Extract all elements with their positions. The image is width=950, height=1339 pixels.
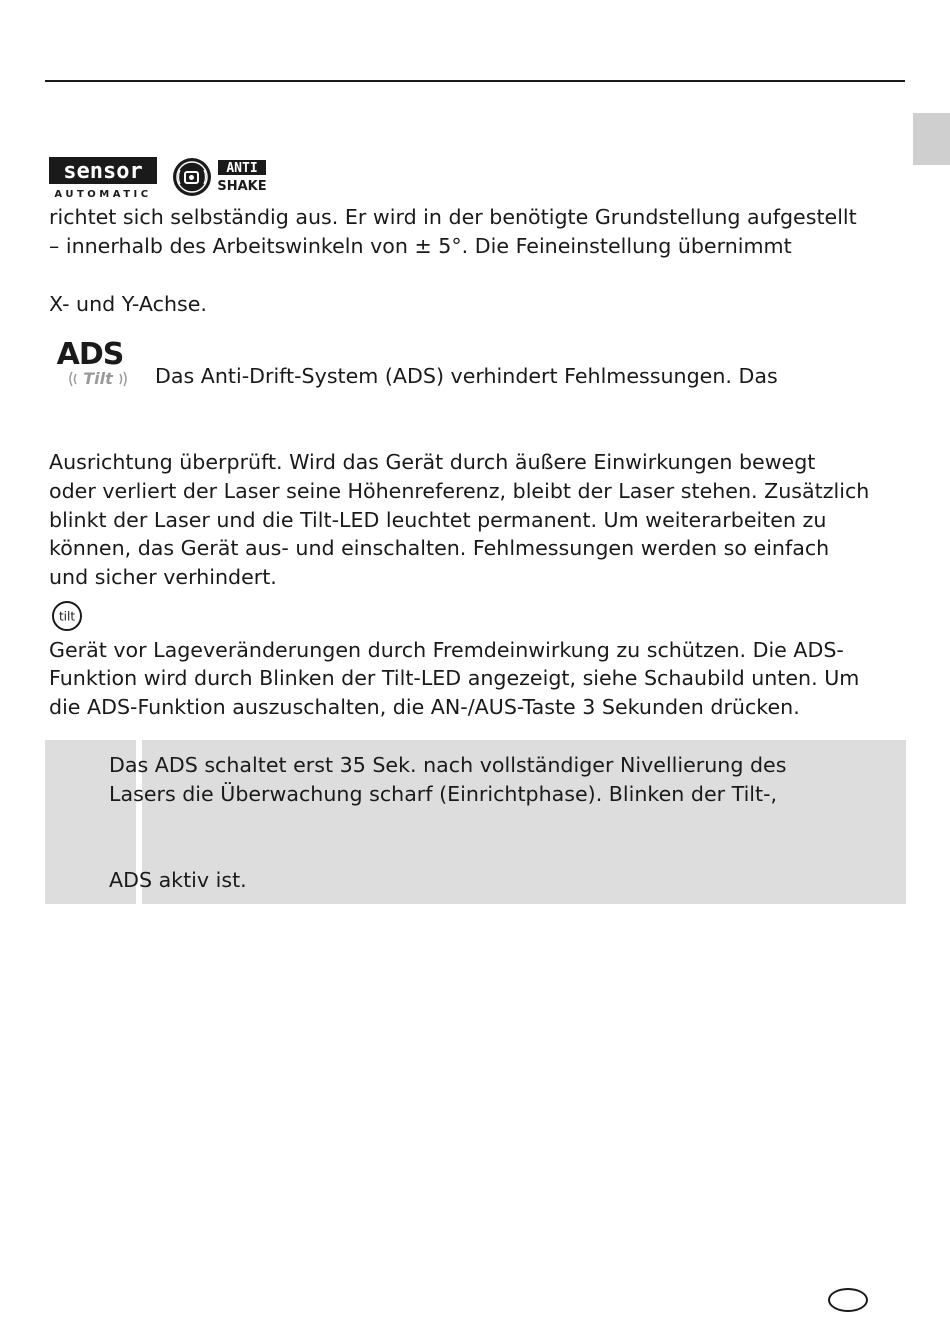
svg-text:ANTI: ANTI	[226, 161, 258, 176]
svg-text:AUTOMATIC: AUTOMATIC	[54, 189, 152, 199]
tilt-icon	[51, 600, 83, 632]
svg-text:Tilt: Tilt	[83, 369, 113, 388]
body-line: oder verliert der Laser seine Höhenreferenz, bleibt der Laser stehen. Zusätzlich	[49, 479, 870, 503]
note-line: Lasers die Überwachung scharf (Einrichtphase). Blinken der Tilt-,	[109, 782, 778, 806]
language-oval	[828, 1288, 868, 1312]
body-line: Ausrichtung überprüft. Wird das Gerät durch äußere Einwirkungen bewegt	[49, 450, 816, 474]
body-line: Gerät vor Lageveränderungen durch Fremdeinwirkung zu schützen. Die ADS-	[49, 638, 844, 662]
note-box	[45, 740, 906, 904]
body-line: richtet sich selbständig aus. Er wird in der benötigte Grundstellung aufgestellt	[49, 205, 857, 229]
body-line: die ADS-Funktion auszuschalten, die AN-/AUS-Taste 3 Sekunden drücken.	[49, 695, 800, 719]
body-line: und sicher verhindert.	[49, 565, 277, 589]
body-line: – innerhalb des Arbeitswinkeln von ± 5°. Die Feineinstellung übernimmt	[49, 234, 792, 258]
ads-intro: Das Anti-Drift-System (ADS) verhindert Fehlmessungen. Das	[155, 364, 778, 388]
body-line: blinkt der Laser und die Tilt-LED leuchtet permanent. Um weiterarbeiten zu	[49, 508, 827, 532]
note-line: ADS aktiv ist.	[109, 868, 247, 892]
section-edge-tab	[913, 113, 950, 165]
sensor-automatic-logo	[49, 157, 159, 199]
header-rule	[45, 80, 905, 82]
body-line: können, das Gerät aus- und einschalten. Fehlmessungen werden so einfach	[49, 536, 830, 560]
svg-text:ADS: ADS	[56, 337, 124, 372]
body-line: Funktion wird durch Blinken der Tilt-LED angezeigt, siehe Schaubild unten. Um	[49, 666, 860, 690]
ads-tilt-logo	[50, 336, 132, 388]
svg-text:sensor: sensor	[63, 159, 143, 184]
note-line: Das ADS schaltet erst 35 Sek. nach vollständiger Nivellierung des	[109, 753, 787, 777]
svg-text:SHAKE: SHAKE	[217, 179, 267, 194]
body-line: X- und Y-Achse.	[49, 292, 207, 316]
anti-shake-logo	[172, 156, 268, 198]
svg-text:tilt: tilt	[58, 609, 76, 624]
